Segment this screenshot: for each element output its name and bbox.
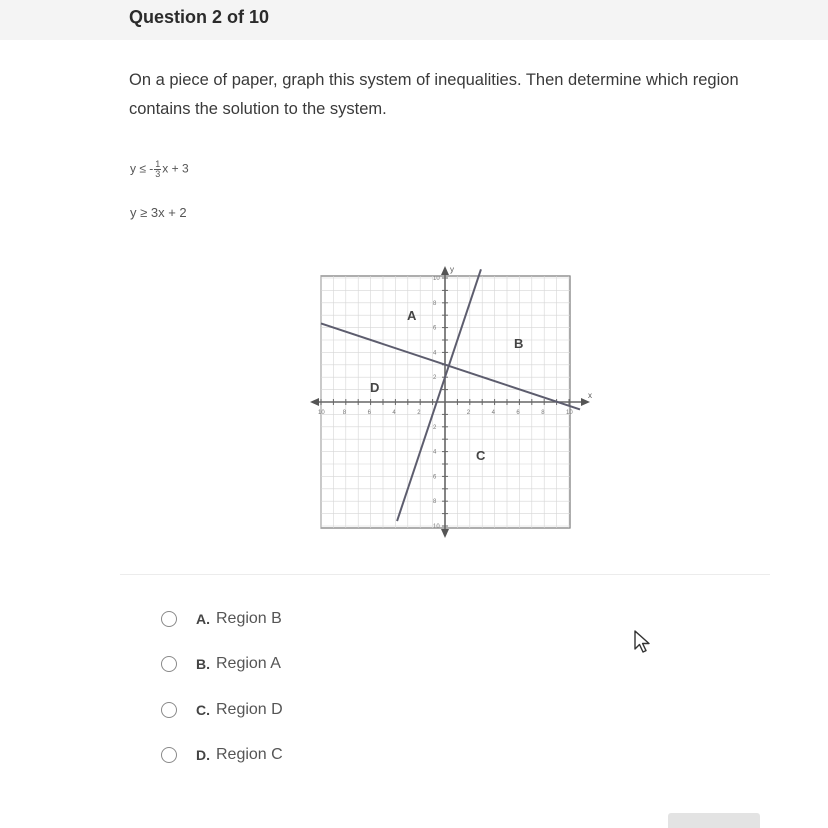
- radio-button[interactable]: [161, 656, 177, 672]
- radio-button[interactable]: [161, 747, 177, 763]
- choice-b[interactable]: [161, 652, 281, 676]
- choice-letter: C.: [196, 702, 210, 718]
- inequality-2: y ≥ 3x + 2: [130, 205, 187, 220]
- x-tick-label: 2: [417, 410, 421, 416]
- y-tick-label: 4: [433, 449, 437, 456]
- fraction-numerator: 1: [155, 159, 161, 169]
- choice-letter: B.: [196, 656, 210, 672]
- x-tick-label: 8: [342, 410, 347, 416]
- y-tick-label: 2: [433, 375, 437, 382]
- y-tick-label: 6: [433, 325, 437, 332]
- question-header: [0, 0, 828, 40]
- fraction-denominator: 3: [155, 169, 161, 179]
- choice-d[interactable]: [161, 743, 283, 767]
- choice-letter: D.: [196, 747, 210, 763]
- x-tick-label: 6: [367, 410, 371, 416]
- y-tick-label: 8: [433, 499, 437, 506]
- y-tick-label: 10: [433, 276, 440, 282]
- choice-a[interactable]: [161, 607, 282, 631]
- choice-text: Region D: [216, 701, 283, 718]
- inequality-1-lhs: y ≤ -: [130, 161, 154, 176]
- x-tick-label: 4: [491, 410, 495, 416]
- x-tick-label: 8: [541, 410, 545, 416]
- radio-button[interactable]: [161, 702, 177, 718]
- question-prompt: On a piece of paper, graph this system of inequalities. Then determine which region contains the solution to the system.: [129, 71, 739, 118]
- y-tick-label: 6: [433, 474, 437, 481]
- question-counter: Question 2 of 10: [129, 7, 270, 27]
- region-label-a: A: [407, 308, 417, 323]
- inequality-1-rhs: x + 3: [162, 161, 189, 176]
- y-tick-label: 10: [433, 524, 440, 530]
- region-label-d: D: [370, 380, 380, 395]
- coordinate-graph: [300, 262, 600, 542]
- radio-button[interactable]: [161, 611, 177, 627]
- y-tick-label: 4: [433, 350, 437, 357]
- y-axis-label: y: [450, 265, 454, 274]
- y-axis-down-arrow: [441, 529, 449, 538]
- inequality-1-fraction: [154, 160, 161, 179]
- y-tick-label: 2: [433, 424, 437, 431]
- choice-letter: A.: [196, 611, 210, 627]
- x-tick-label: 4: [392, 410, 396, 416]
- choice-c[interactable]: [161, 698, 283, 722]
- region-label-b: B: [514, 336, 524, 351]
- x-axis-left-arrow: [310, 398, 319, 406]
- x-axis-label: x: [588, 391, 592, 400]
- y-axis-up-arrow: [441, 266, 449, 275]
- x-tick-label: 10: [318, 410, 325, 416]
- region-label-c: C: [476, 448, 486, 463]
- section-divider: [120, 574, 770, 575]
- choice-text: Region A: [216, 655, 281, 672]
- x-tick-label: 6: [516, 410, 520, 416]
- choice-text: Region B: [216, 610, 282, 627]
- choice-text: Region C: [216, 746, 283, 763]
- inequality-1: [130, 160, 189, 179]
- next-button[interactable]: [668, 813, 760, 828]
- mouse-cursor-icon: [633, 629, 653, 655]
- x-tick-label: 10: [566, 410, 573, 416]
- x-tick-label: 2: [466, 410, 471, 416]
- y-tick-label: 8: [433, 300, 437, 307]
